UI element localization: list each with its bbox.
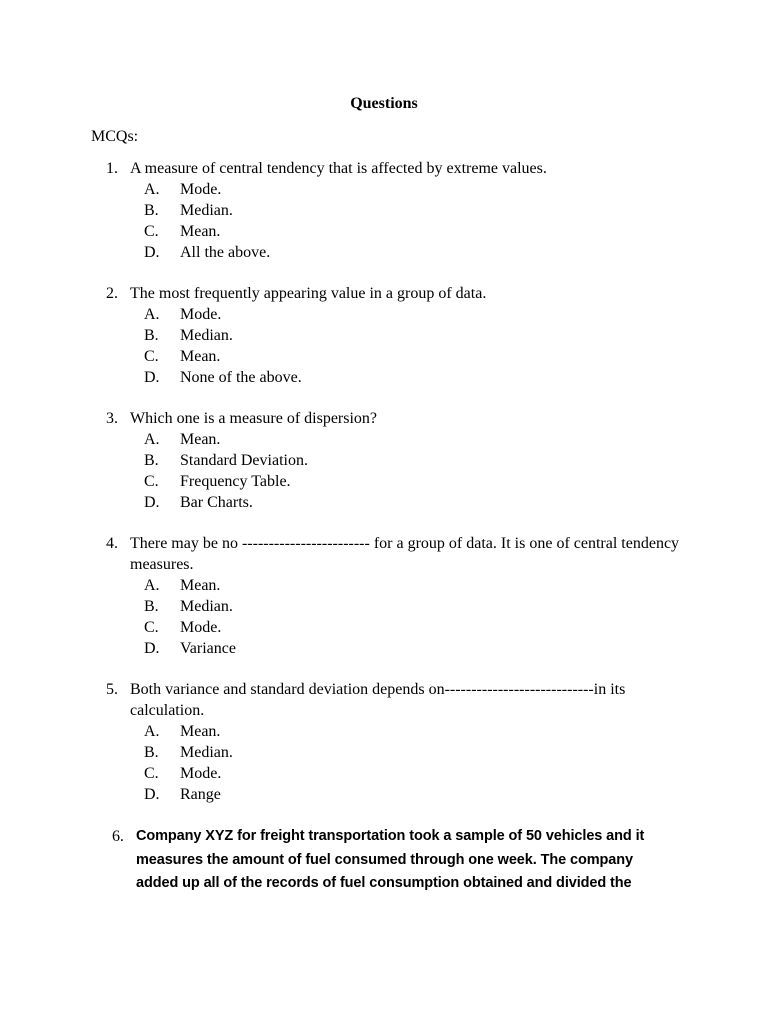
option-letter: A.: [144, 181, 160, 198]
option-text: Standard Deviation.: [180, 452, 308, 469]
question-stem: [106, 679, 686, 721]
option-d: [106, 492, 686, 513]
question-text: Both variance and standard deviation depends on----------------------------in its calculation.: [130, 681, 626, 719]
option-a: [106, 429, 686, 450]
question-number: 2.: [106, 285, 118, 302]
question-2: [106, 283, 686, 388]
question-4: [106, 533, 686, 659]
question-3: [106, 408, 686, 513]
option-b: [106, 325, 686, 346]
option-letter: B.: [144, 327, 159, 344]
question-number: 1.: [106, 160, 118, 177]
option-text: Mean.: [180, 723, 221, 740]
option-letter: D.: [144, 244, 160, 261]
option-text: Mean.: [180, 577, 221, 594]
question-text: Which one is a measure of dispersion?: [130, 410, 378, 427]
option-c: [106, 617, 686, 638]
option-text: All the above.: [180, 244, 271, 261]
question-6: [112, 825, 672, 896]
option-c: [106, 763, 686, 784]
option-text: Mode.: [180, 181, 222, 198]
option-b: [106, 200, 686, 221]
option-text: Mean.: [180, 223, 221, 240]
option-letter: C.: [144, 348, 159, 365]
option-letter: C.: [144, 619, 159, 636]
option-d: [106, 367, 686, 388]
option-text: Mean.: [180, 348, 221, 365]
option-text: Mode.: [180, 765, 222, 782]
option-text: Variance: [180, 640, 236, 657]
option-letter: D.: [144, 640, 160, 657]
option-a: [106, 575, 686, 596]
option-text: Median.: [180, 202, 233, 219]
question-stem: [106, 158, 686, 179]
question-number: 4.: [106, 535, 118, 552]
option-letter: A.: [144, 306, 160, 323]
option-letter: A.: [144, 723, 160, 740]
option-text: Mean.: [180, 431, 221, 448]
option-letter: C.: [144, 223, 159, 240]
option-letter: D.: [144, 369, 160, 386]
option-text: Median.: [180, 744, 233, 761]
question-number: 3.: [106, 410, 118, 427]
option-letter: B.: [144, 598, 159, 615]
question-text: There may be no ------------------------ for a group of data. It is one of central tendency measures.: [130, 535, 680, 573]
question-number: 6.: [112, 828, 124, 845]
option-letter: C.: [144, 473, 159, 490]
question-5: [106, 679, 686, 805]
page-title: Questions: [350, 95, 418, 112]
option-c: [106, 471, 686, 492]
option-letter: C.: [144, 765, 159, 782]
option-b: [106, 596, 686, 617]
option-letter: A.: [144, 431, 160, 448]
option-letter: B.: [144, 744, 159, 761]
option-d: [106, 242, 686, 263]
option-c: [106, 221, 686, 242]
option-text: Bar Charts.: [180, 494, 253, 511]
option-letter: D.: [144, 494, 160, 511]
option-text: Frequency Table.: [180, 473, 291, 490]
option-letter: D.: [144, 786, 160, 803]
option-text: Mode.: [180, 619, 222, 636]
option-letter: A.: [144, 577, 160, 594]
option-d: [106, 784, 686, 805]
question-stem: [106, 533, 686, 575]
option-b: [106, 742, 686, 763]
option-a: [106, 179, 686, 200]
option-c: [106, 346, 686, 367]
option-a: [106, 304, 686, 325]
question-text: The most frequently appearing value in a group of data.: [130, 285, 487, 302]
option-letter: B.: [144, 202, 159, 219]
option-text: None of the above.: [180, 369, 302, 386]
question-1: [106, 158, 686, 263]
question-stem: [106, 408, 686, 429]
option-letter: B.: [144, 452, 159, 469]
question-stem: [106, 283, 686, 304]
option-b: [106, 450, 686, 471]
question-text: A measure of central tendency that is affected by extreme values.: [130, 160, 547, 177]
option-d: [106, 638, 686, 659]
section-label: MCQs:: [91, 128, 139, 145]
question-number: 5.: [106, 681, 118, 698]
question-text: Company XYZ for freight transportation took a sample of 50 vehicles and it measures the amount of fuel consumed through one week. The company added up all of the records of fuel consumption obtained and divided the: [136, 828, 645, 891]
option-a: [106, 721, 686, 742]
option-text: Median.: [180, 598, 233, 615]
option-text: Mode.: [180, 306, 222, 323]
option-text: Range: [180, 786, 221, 803]
question-stem: [112, 825, 672, 896]
option-text: Median.: [180, 327, 233, 344]
